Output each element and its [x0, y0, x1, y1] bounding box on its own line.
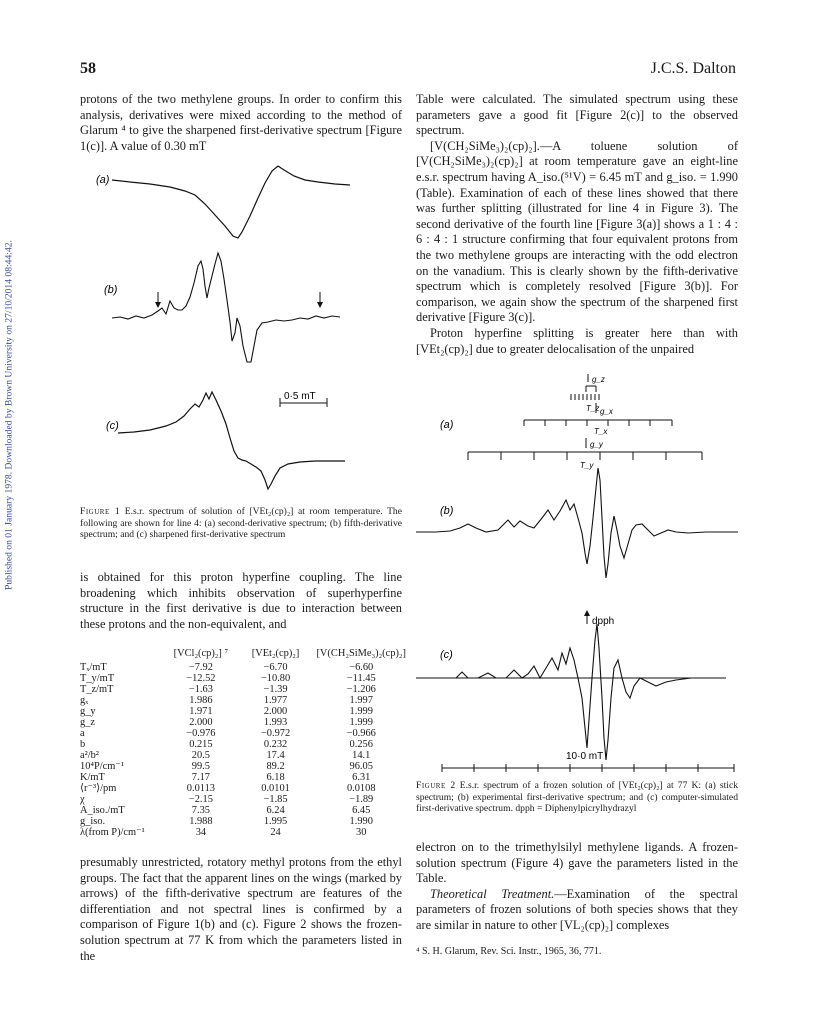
table-cell: 89.2: [266, 761, 285, 772]
table-row-label: a²/b²: [80, 750, 99, 761]
table-cell: 1.986: [189, 695, 213, 706]
table-cell: 0.0113: [186, 783, 215, 794]
table-cell: 0.232: [263, 739, 288, 750]
table-row: [80, 794, 410, 805]
fig2-label-ty: T_y: [580, 461, 594, 470]
table-header-row: [80, 648, 410, 662]
table-row: [80, 827, 410, 838]
table-cell: 6.45: [352, 805, 371, 816]
table-cell: 1.971: [189, 706, 213, 717]
fig2-label-tz: T_z: [586, 404, 600, 413]
table-cell: 1.997: [349, 695, 373, 706]
footnote: [416, 946, 738, 958]
table-cell: −1.206: [346, 684, 376, 695]
right-text-1: [416, 92, 738, 357]
table-cell: −11.45: [346, 673, 376, 684]
figure-2-caption: [416, 780, 738, 815]
table-row-label: Tₓ/mT: [80, 662, 107, 673]
table-row: [80, 805, 410, 816]
fig2-label-gx: g_x: [600, 407, 613, 416]
table-row: [80, 717, 410, 728]
table-cell: 17.4: [266, 750, 285, 761]
table-row-label: gₓ: [80, 695, 89, 706]
table-cell: −10.80: [260, 673, 291, 684]
fig2-label-gz: g_z: [592, 375, 605, 384]
fig2-panel-label-c: (c): [440, 649, 453, 661]
fig1-panel-label-b: (b): [104, 284, 118, 296]
table-cell: 2.000: [189, 717, 213, 728]
table-cell: −7.92: [188, 662, 213, 673]
fig1-arrow-right: [317, 292, 323, 308]
table-header-vet2: [VEt₂(cp)₂]: [251, 648, 300, 659]
right-paragraph-3: Proton hyperfine splitting is greater here than with [VEt₂(cp)₂] due to greater delocalisation of the unpaired: [416, 325, 738, 356]
table-row-label: A_iso./mT: [80, 805, 125, 816]
table-header-vch2: [V(CH₂SiMe₃)₂(cp)₂]: [316, 648, 406, 659]
figure-1-spectra: [90, 158, 360, 498]
fig2-panel-label-b: (b): [440, 505, 454, 517]
table-cell: −0.966: [346, 728, 376, 739]
table-cell: 30: [356, 827, 367, 838]
left-text-3: [80, 855, 402, 964]
table-row: [80, 761, 410, 772]
table-cell: 7.17: [191, 772, 210, 783]
figure-2-caption-text: E.s.r. spectrum of a frozen solution of [VEt₂(cp)₂] at 77 K: (a) stick spectrum; (b) experimental first-derivative spectrum; and (c) computer-simulated first-derivative spectrum. dpph = Diphenylpicrylhydrazyl: [416, 780, 739, 815]
table-cell: 6.18: [266, 772, 285, 783]
table-cell: 1.999: [349, 717, 373, 728]
table-header-vcl2: [VCl₂(cp)₂] ⁷: [173, 648, 229, 659]
table-cell: −1.39: [263, 684, 288, 695]
parameter-table: [80, 648, 410, 838]
fig2-scale-label: 10·0 mT: [566, 751, 604, 762]
figure-2-caption-label: Figure 2: [416, 780, 456, 791]
table-cell: −6.70: [263, 662, 288, 673]
table-cell: 1.990: [349, 816, 373, 827]
left-paragraph-1: protons of the two methylene groups. In order to confirm this analysis, derivatives were mixed according to the method of Glarum ⁴ to give the sharpened first-derivative spectrum [Figure 1(c)]. A value of 0.30 mT: [80, 92, 402, 153]
theoretical-treatment-heading: Theoretical Treatment.: [430, 886, 555, 901]
fig2-label-tx: T_x: [594, 427, 608, 436]
right-paragraph-5: [416, 887, 738, 934]
table-cell: −1.85: [263, 794, 288, 805]
table-header-label: [80, 648, 163, 662]
table-cell: −1.63: [188, 684, 213, 695]
table-cell: 0.215: [189, 739, 213, 750]
fig2-label-gy: g_y: [590, 440, 603, 449]
fig1-trace-c: [118, 392, 345, 489]
table-cell: 20.5: [191, 750, 210, 761]
table-cell: 0.256: [349, 739, 373, 750]
table-row: [80, 673, 410, 684]
table-row: [80, 750, 410, 761]
figure-1-caption-text: E.s.r. spectrum of solution of [VEt₂(cp)₂] at room temperature. The following are shown for line 4: (a) second-derivative spectrum; (b) fifth-derivative spectrum; and (c) sharpened first-derivative spectrum: [80, 506, 402, 541]
table-cell: 1.988: [189, 816, 213, 827]
fig1-trace-b: [112, 253, 340, 362]
right-text-4: [416, 840, 738, 934]
table-cell: 2.000: [263, 706, 288, 717]
table-cell: 34: [195, 827, 207, 838]
parameter-table-wrap: [80, 648, 410, 838]
table-row: [80, 728, 410, 739]
table-row-label: b: [80, 739, 86, 750]
table-row-label: T_z/mT: [80, 684, 114, 695]
table-cell: 1.993: [263, 717, 288, 728]
side-note: [2, 205, 16, 625]
figure-1-caption: [80, 506, 402, 541]
table-row: [80, 695, 410, 706]
footnote-text: ⁴ S. H. Glarum, Rev. Sci. Instr., 1965, 36, 771.: [416, 946, 602, 957]
table-row: [80, 783, 410, 794]
table-cell: 1.999: [349, 706, 373, 717]
table-cell: 6.24: [266, 805, 285, 816]
fig1-scale-label: 0·5 mT: [284, 391, 316, 402]
fig2-panel-label-a: (a): [440, 419, 454, 431]
fig1-panel-label-a: (a): [96, 174, 110, 186]
fig1-arrow-left: [155, 292, 161, 308]
table-row-label: λ(from P)/cm⁻¹: [80, 827, 145, 838]
table-row-label: K/mT: [80, 772, 105, 783]
table-row: [80, 662, 410, 673]
left-text-1: [80, 92, 402, 154]
table-cell: 99.5: [191, 761, 210, 772]
fig2-trace-c: [436, 624, 726, 760]
fig2-stick-gy: [468, 452, 702, 460]
fig2-trace-b: [416, 468, 738, 578]
table-row-label: g_y: [80, 706, 96, 717]
right-paragraph-5-text: —Examination of the spectral parameters of frozen solutions of both species shows that they are similar in nature to other [VL₂(cp)₂] complexes: [416, 886, 739, 932]
table-cell: −2.15: [188, 794, 213, 805]
right-paragraph-1: Table were calculated. The simulated spectrum using these parameters gave a good fit [Figure 2(c)] to the observed spectrum.: [416, 92, 738, 138]
table-cell: 14.1: [352, 750, 371, 761]
table-row-label: g_z: [80, 717, 96, 728]
table-row: [80, 772, 410, 783]
table-cell: 96.05: [349, 761, 373, 772]
table-row: [80, 739, 410, 750]
table-row: [80, 816, 410, 827]
left-paragraph-3: presumably unrestricted, rotatory methyl protons from the ethyl groups. The fact that the apparent lines on the wings (marked by arrows) of the fifth-derivative spectrum are features of the differentiation and not spectral lines is confirmed by a comparison of Figure 1(b) and (c). Figure 2 shows the frozen-solution spectrum at 77 K from which the parameters listed in the: [80, 855, 402, 963]
table-body: [80, 662, 410, 838]
left-paragraph-2: is obtained for this proton hyperfine coupling. The line broadening which inhibits observation of superhyperfine structure in the first derivative is due to interaction between these protons and the non-equivalent, and: [80, 570, 402, 631]
table-row-label: χ: [80, 794, 85, 805]
table-cell: −6.60: [349, 662, 374, 673]
table-cell: −1.89: [349, 794, 374, 805]
table-row-label: a: [80, 728, 85, 739]
fig1-panel-label-c: (c): [106, 420, 119, 432]
table-row-label: g_iso.: [80, 816, 106, 827]
side-note-text: Published on 01 January 1978. Downloaded by Brown University on 27/10/2014 08:44:42.: [3, 240, 15, 590]
page-number: 58: [80, 60, 96, 77]
figure-1-caption-label: Figure 1: [80, 506, 121, 517]
table-row-label: T_y/mT: [80, 673, 115, 684]
fig1-trace-a: [112, 166, 350, 238]
table-row-label: 10⁴P/cm⁻¹: [80, 761, 124, 772]
figure-2-spectra: [416, 368, 740, 776]
table-cell: 0.0101: [261, 783, 290, 794]
table-cell: 7.35: [191, 805, 210, 816]
dpph-label: dpph: [592, 616, 615, 627]
table-cell: 0.0108: [346, 783, 376, 794]
left-text-2: [80, 570, 402, 632]
table-cell: 1.977: [263, 695, 288, 706]
table-row: [80, 706, 410, 717]
table-cell: −0.976: [186, 728, 216, 739]
fig2-stick-gx: [524, 420, 672, 426]
table-cell: 6.31: [352, 772, 371, 783]
table-row: [80, 684, 410, 695]
right-paragraph-4: electron on to the trimethylsilyl methylene ligands. A frozen-solution spectrum (Figure 4) gave the parameters listed in the Table.: [416, 840, 738, 886]
table-cell: −12.52: [186, 673, 216, 684]
table-cell: 24: [270, 827, 281, 838]
right-paragraph-2: [V(CH₂SiMe₃)₂(cp)₂].—A toluene solution of [V(CH₂SiMe₃)₂(cp)₂] at room temperature gave an eight-line e.s.r. spectrum having A_iso.(⁵¹V) = 6.45 mT and g_iso. = 1.990 (Table). Examination of each of these lines showed that there was further splitting (illustrated for line 4 in Figure 3). The second derivative of the fourth line [Figure 3(a)] shows a 1 : 4 : 6 : 4 : 1 structure confirming that four equivalent protons from the two methylene groups are interacting with the odd electron on the vanadium. This is clearly shown by the fifth-derivative spectrum which is completely resolved [Figure 3(b)]. For comparison, we again show the spectrum of the sharpened first derivative [Figure 3(c)].: [416, 138, 738, 325]
table-row-label: ⟨r⁻³⟩/pm: [80, 783, 117, 794]
table-cell: 1.995: [263, 816, 288, 827]
fig2-scale-bar: [442, 764, 734, 772]
dpph-arrow: [584, 610, 590, 624]
running-head: J.C.S. Dalton: [650, 60, 736, 77]
table-cell: −0.972: [260, 728, 291, 739]
